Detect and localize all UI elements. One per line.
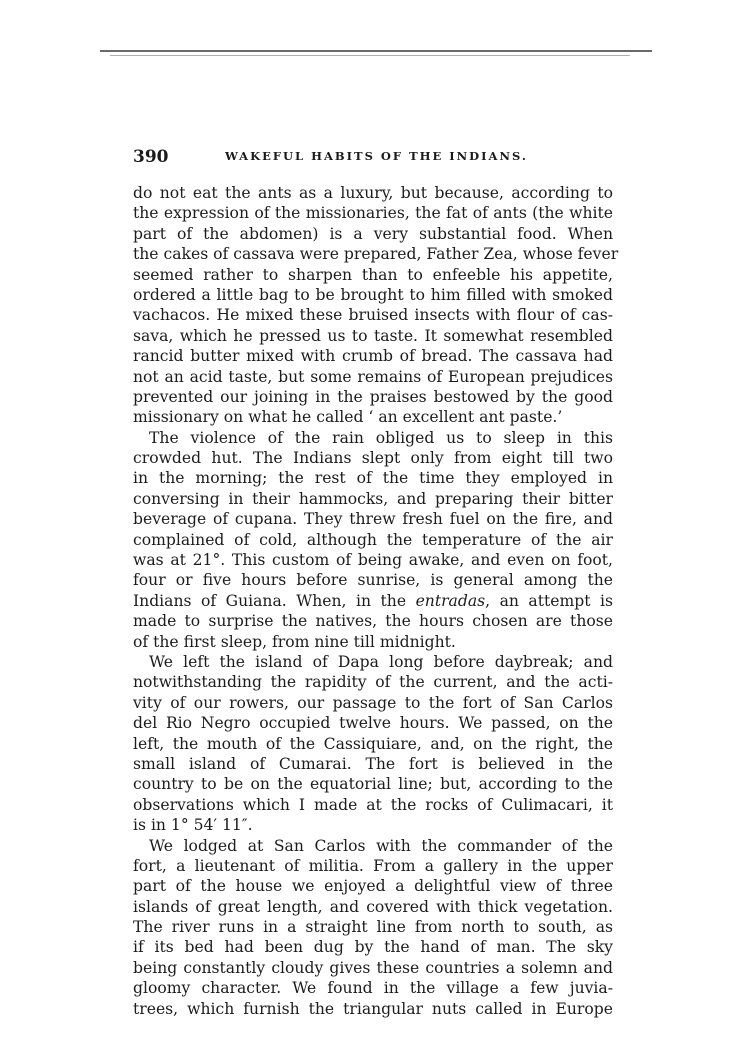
text-line: gloomy character. We found in the village a few juvia- [133,979,613,998]
top-rule-thin [110,55,630,56]
body-text [133,183,619,1019]
text-line [133,591,613,611]
text-line: small island of Cumarai. The fort is believed in the [133,754,613,773]
text-fragment: Indians of Guiana. When, in the [133,591,416,610]
text-line: four or five hours before sunrise, is general among the [133,571,613,590]
text-line: is in 1° 54′ 11″. [133,816,253,835]
text-line: del Rio Negro occupied twelve hours. We passed, on the [133,714,613,733]
top-rule [100,50,652,52]
text-line: beverage of cupana. They threw fresh fuel on the fire, and [133,510,613,529]
text-line: rancid butter mixed with crumb of bread. The cassava had [133,347,613,366]
text-line: The river runs in a straight line from north to south, as [133,918,613,937]
page-number: 390 [133,147,169,167]
running-head [133,147,613,167]
text-line: sava, which he pressed us to taste. It somewhat resembled [133,326,613,345]
text-line: vity of our rowers, our passage to the fort of San Carlos [133,693,613,712]
text-line: the cakes of cassava were prepared, Father Zea, whose fever [133,245,619,264]
text-line: being constantly cloudy gives these countries a solemn and [133,958,613,977]
text-line: part of the abdomen) is a very substantial food. When [133,224,613,243]
text-line: made to surprise the natives, the hours chosen are those [133,612,613,631]
text-line: conversing in their hammocks, and preparing their bitter [133,489,613,508]
paragraph-start: We left the island of Dapa long before daybreak; and [149,652,613,671]
text-line: part of the house we enjoyed a delightful view of three [133,877,613,896]
running-title: WAKEFUL HABITS OF THE INDIANS. [225,149,528,163]
text-fragment: , an attempt is [485,591,613,610]
text-line: trees, which furnish the triangular nuts called in Europe [133,999,613,1018]
text-line: ordered a little bag to be brought to him filled with smoked [133,285,613,304]
text-line: do not eat the ants as a luxury, but because, according to [133,184,613,202]
text-line: fort, a lieutenant of militia. From a gallery in the upper [133,856,613,875]
text-line: missionary on what he called ‘ an excellent ant paste.’ [133,408,563,427]
text-line: of the first sleep, from nine till midnight. [133,632,456,651]
text-line: seemed rather to sharpen than to enfeeble his appetite, [133,265,613,284]
italic-term: entradas [415,591,486,610]
text-line: observations which I made at the rocks of Culimacari, it [133,795,613,814]
paragraph-start: The violence of the rain obliged us to sleep in this [149,428,613,447]
text-line: left, the mouth of the Cassiquiare, and, on the right, the [133,734,613,753]
text-line: not an acid taste, but some remains of European prejudices [133,367,613,386]
text-line: complained of cold, although the temperature of the air [133,530,613,549]
text-line: notwithstanding the rapidity of the current, and the acti- [133,673,613,692]
text-line: prevented our joining in the praises bestowed by the good [133,387,613,406]
text-line: was at 21°. This custom of being awake, and even on foot, [133,551,613,570]
text-line: country to be on the equatorial line; but, according to the [133,775,613,794]
text-line: if its bed had been dug by the hand of man. The sky [133,938,613,957]
text-line: in the morning; the rest of the time they employed in [133,469,613,488]
text-line: the expression of the missionaries, the fat of ants (the white [133,204,613,223]
text-line: vachacos. He mixed these bruised insects with flour of cas- [133,306,613,325]
text-line: crowded hut. The Indians slept only from eight till two [133,449,613,468]
paragraph-start: We lodged at San Carlos with the commander of the [149,836,613,855]
text-line: islands of great length, and covered with thick vegetation. [133,897,613,916]
